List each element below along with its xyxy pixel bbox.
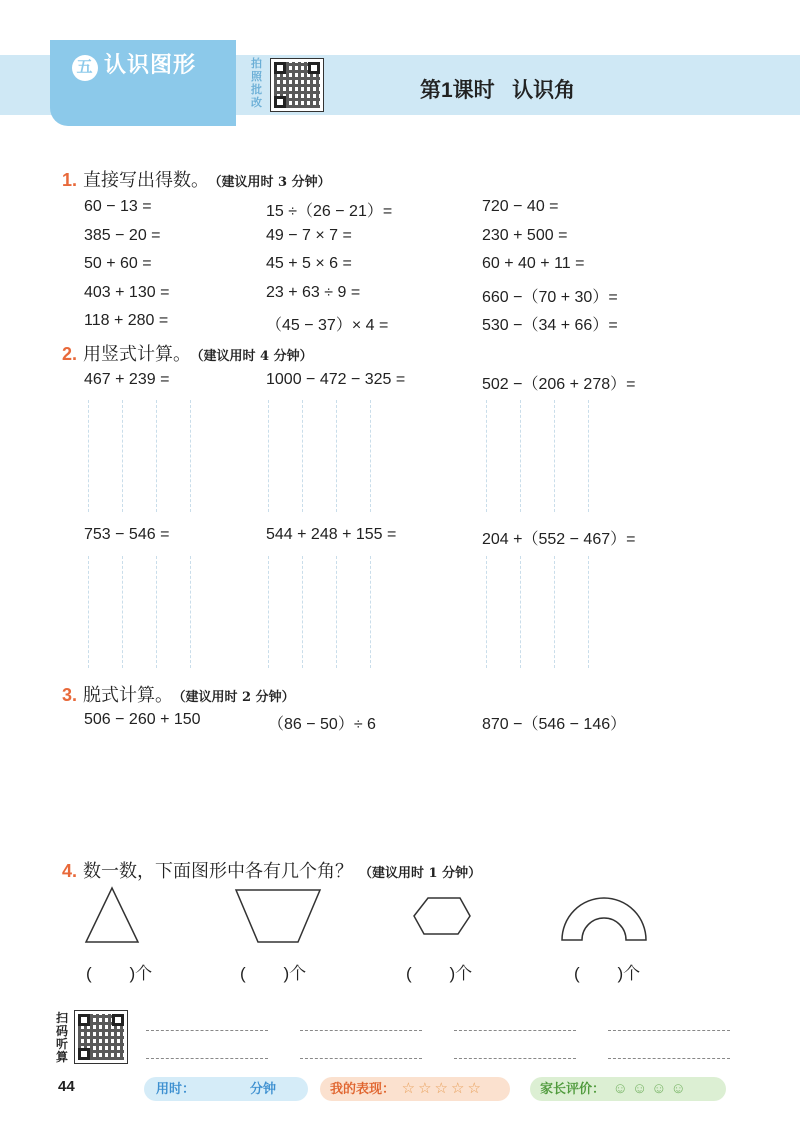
question-1-text: 直接写出得数。: [83, 170, 210, 190]
scan-listen-label: 扫码听算: [56, 1011, 69, 1064]
question-2-title: [62, 340, 313, 366]
question-3-number: 3.: [62, 685, 78, 705]
parent-review-pill: [530, 1077, 726, 1101]
q2-item: 1000 − 472 − 325 =: [266, 371, 406, 388]
q2-item: 544 + 248 + 155 =: [266, 526, 397, 543]
q1-item: 15 ÷（26 − 21）=: [266, 203, 393, 220]
q1-item: 385 − 20 =: [84, 227, 161, 244]
answer-blank[interactable]: ( )个: [240, 964, 307, 983]
vertical-calc-guide: [302, 400, 303, 512]
answer-line[interactable]: [146, 1030, 268, 1031]
vertical-calc-guide: [588, 400, 589, 512]
answer-line[interactable]: [608, 1030, 730, 1031]
q1-item: 60 + 40 + 11 =: [482, 255, 585, 272]
question-2-text: 用竖式计算。: [83, 344, 192, 364]
q1-item: 45 + 5 × 6 =: [266, 255, 352, 272]
answer-line[interactable]: [454, 1058, 576, 1059]
answer-line[interactable]: [454, 1030, 576, 1031]
vertical-calc-guide: [156, 556, 157, 668]
smiley-icon[interactable]: ☺: [631, 1080, 648, 1097]
vertical-calc-guide: [370, 556, 371, 668]
vertical-calc-guide: [554, 400, 555, 512]
q1-item: 720 − 40 =: [482, 198, 559, 215]
minutes-label: 分钟: [250, 1081, 277, 1096]
vertical-calc-guide: [486, 400, 487, 512]
answer-line[interactable]: [300, 1030, 422, 1031]
shapes-figure: [0, 880, 800, 950]
answer-line[interactable]: [300, 1058, 422, 1059]
q1-item: 230 + 500 =: [482, 227, 568, 244]
star-icon[interactable]: ☆: [418, 1080, 432, 1097]
answer-blank[interactable]: ( )个: [574, 964, 641, 983]
vertical-calc-guide: [554, 556, 555, 668]
vertical-calc-guide: [520, 400, 521, 512]
vertical-calc-guide: [122, 400, 123, 512]
vertical-calc-guide: [190, 556, 191, 668]
star-icon[interactable]: ☆: [467, 1080, 481, 1097]
q1-item: 403 + 130 =: [84, 284, 170, 301]
star-icon[interactable]: ☆: [401, 1080, 416, 1097]
q1-item: 60 − 13 =: [84, 198, 152, 215]
q1-item: 50 + 60 =: [84, 255, 152, 272]
vertical-calc-guide: [268, 400, 269, 512]
page-number: 44: [58, 1078, 75, 1095]
question-3-title: [62, 681, 295, 707]
hexagon-shape: [414, 898, 470, 934]
smiley-icon[interactable]: ☺: [612, 1080, 628, 1097]
vertical-calc-guide: [486, 556, 487, 668]
q1-item: 49 − 7 × 7 =: [266, 227, 352, 244]
q1-item: 23 + 63 ÷ 9 =: [266, 284, 361, 301]
vertical-calc-guide: [520, 556, 521, 668]
smiley-icon[interactable]: ☺: [670, 1080, 686, 1097]
vertical-calc-guide: [336, 556, 337, 668]
answer-blank[interactable]: ( )个: [86, 964, 153, 983]
q3-item: 870 −（546 − 146）: [482, 716, 627, 733]
vertical-calc-guide: [156, 400, 157, 512]
q3-item: 506 − 260 + 150: [84, 711, 201, 728]
vertical-calc-guide: [268, 556, 269, 668]
question-3-text: 脱式计算。: [83, 685, 174, 705]
time-used-pill: [144, 1077, 308, 1101]
q2-item: 753 − 546 =: [84, 526, 170, 543]
arch-shape: [562, 898, 646, 940]
vertical-calc-guide: [336, 400, 337, 512]
star-icon[interactable]: ☆: [451, 1080, 465, 1097]
answer-line[interactable]: [146, 1058, 268, 1059]
unit-title-text: 认识图形: [104, 52, 197, 77]
question-2-hint: （建议用时 4 分钟）: [197, 349, 313, 364]
vertical-calc-guide: [370, 400, 371, 512]
qr-code-icon[interactable]: [270, 58, 324, 112]
unit-title: [72, 48, 196, 81]
question-1-hint: （建议用时 3 分钟）: [215, 175, 331, 190]
q2-item: 467 + 239 =: [84, 371, 170, 388]
question-1-number: 1.: [62, 170, 78, 190]
question-4-hint: （建议用时 1 分钟）: [359, 866, 482, 881]
vertical-calc-guide: [88, 556, 89, 668]
triangle-shape: [86, 888, 138, 942]
time-label: 用时：: [156, 1081, 196, 1096]
qr-code-icon[interactable]: [74, 1010, 128, 1064]
question-3-hint: （建议用时 2 分钟）: [179, 690, 295, 705]
star-icon[interactable]: ☆: [434, 1080, 448, 1097]
trapezoid-shape: [236, 890, 320, 942]
vertical-calc-guide: [88, 400, 89, 512]
answer-blank[interactable]: ( )个: [406, 964, 473, 983]
vertical-calc-guide: [122, 556, 123, 668]
question-2-number: 2.: [62, 344, 78, 364]
q1-item: 660 −（70 + 30）=: [482, 289, 618, 306]
question-4-text: 数一数，下面图形中各有几个角？: [83, 861, 354, 881]
unit-number-badge: 五: [72, 55, 98, 81]
answer-line[interactable]: [608, 1058, 730, 1059]
q3-item: （86 − 50）÷ 6: [268, 716, 376, 733]
q1-item: 530 −（34 + 66）=: [482, 317, 618, 334]
performance-label: 我的表现：: [330, 1081, 396, 1096]
lesson-title: 第1课时 认识角: [420, 79, 576, 102]
question-1-title: [62, 166, 331, 192]
parent-label: 家长评价：: [540, 1081, 606, 1096]
q2-item: 502 −（206 + 278）=: [482, 376, 636, 393]
scan-grade-label: 拍照批改: [251, 58, 262, 109]
performance-pill: [320, 1077, 510, 1101]
q1-item: （45 − 37）× 4 =: [266, 317, 389, 334]
question-4-number: 4.: [62, 861, 78, 881]
vertical-calc-guide: [302, 556, 303, 668]
q1-item: 118 + 280 =: [84, 312, 169, 329]
vertical-calc-guide: [190, 400, 191, 512]
smiley-icon[interactable]: ☺: [651, 1080, 667, 1097]
vertical-calc-guide: [588, 556, 589, 668]
q2-item: 204 +（552 − 467）=: [482, 531, 636, 548]
